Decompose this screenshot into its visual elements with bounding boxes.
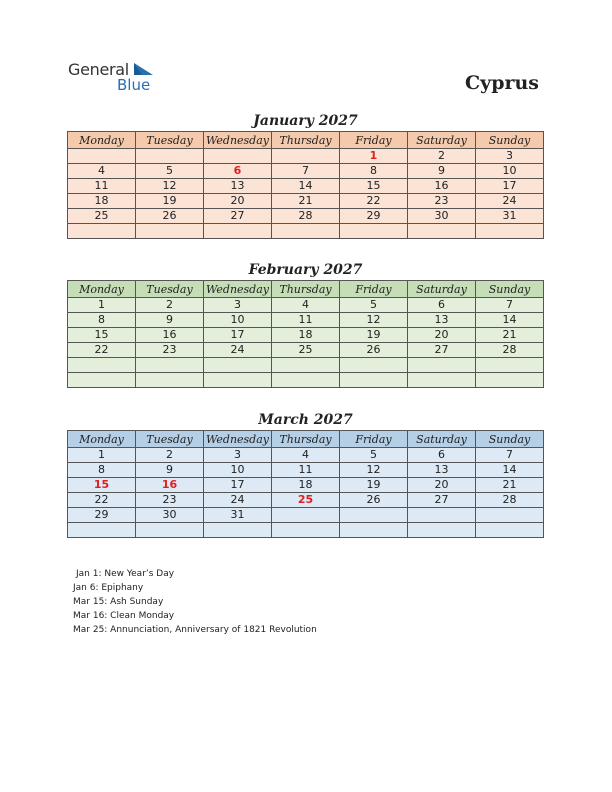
empty-day-cell <box>408 508 476 523</box>
weekday-header: Monday <box>68 132 136 149</box>
week-row <box>68 493 544 508</box>
day-cell: 22 <box>340 194 408 209</box>
holiday-note: Mar 25: Annunciation, Anniversary of 1821 Revolution <box>73 625 317 635</box>
empty-day-cell <box>340 523 408 538</box>
day-cell: 13 <box>204 179 272 194</box>
holiday-notes <box>73 567 317 637</box>
day-cell: 28 <box>476 493 544 508</box>
week-row <box>68 164 544 179</box>
week-row <box>68 224 544 239</box>
holiday-note: Mar 15: Ash Sunday <box>73 597 164 607</box>
weekday-header: Saturday <box>408 431 476 448</box>
day-cell: 12 <box>340 463 408 478</box>
day-cell: 25 <box>272 343 340 358</box>
week-row <box>68 179 544 194</box>
weekday-header: Wednesday <box>204 132 272 149</box>
day-cell: 30 <box>136 508 204 523</box>
day-cell: 20 <box>408 328 476 343</box>
week-row <box>68 343 544 358</box>
empty-day-cell <box>340 224 408 239</box>
day-cell: 3 <box>476 149 544 164</box>
day-cell: 22 <box>68 493 136 508</box>
empty-day-cell <box>408 224 476 239</box>
weekday-header: Tuesday <box>136 281 204 298</box>
day-cell: 1 <box>68 298 136 313</box>
empty-day-cell <box>340 358 408 373</box>
day-cell: 12 <box>340 313 408 328</box>
generalblue-logo <box>68 60 168 96</box>
empty-day-cell <box>68 523 136 538</box>
day-cell: 17 <box>204 328 272 343</box>
empty-day-cell <box>476 508 544 523</box>
week-row <box>68 149 544 164</box>
day-cell: 9 <box>408 164 476 179</box>
day-cell: 17 <box>204 478 272 493</box>
week-row <box>68 358 544 373</box>
day-cell: 23 <box>408 194 476 209</box>
day-cell: 8 <box>68 463 136 478</box>
empty-day-cell <box>136 373 204 388</box>
day-cell: 31 <box>476 209 544 224</box>
week-row <box>68 313 544 328</box>
day-cell: 10 <box>476 164 544 179</box>
week-row <box>68 478 544 493</box>
empty-day-cell <box>204 224 272 239</box>
day-cell: 16 <box>136 328 204 343</box>
day-cell: 20 <box>204 194 272 209</box>
month-march <box>67 411 544 538</box>
month-february <box>67 261 544 388</box>
day-cell: 5 <box>136 164 204 179</box>
empty-day-cell <box>136 224 204 239</box>
empty-day-cell <box>204 523 272 538</box>
day-cell: 11 <box>272 313 340 328</box>
calendar-grid <box>67 430 544 538</box>
empty-day-cell <box>340 373 408 388</box>
day-cell: 27 <box>408 343 476 358</box>
holiday-note: Jan 1: New Year’s Day <box>76 569 175 579</box>
week-row <box>68 298 544 313</box>
empty-day-cell <box>136 149 204 164</box>
empty-day-cell <box>68 149 136 164</box>
weekday-header: Saturday <box>408 132 476 149</box>
empty-day-cell <box>340 508 408 523</box>
weekday-header: Tuesday <box>136 132 204 149</box>
weekday-header: Monday <box>68 431 136 448</box>
calendar-grid <box>67 280 544 388</box>
day-cell: 24 <box>204 493 272 508</box>
day-cell: 2 <box>408 149 476 164</box>
weekday-header: Sunday <box>476 431 544 448</box>
day-cell: 14 <box>476 463 544 478</box>
empty-day-cell <box>476 523 544 538</box>
month-january <box>67 112 544 239</box>
empty-day-cell <box>272 224 340 239</box>
weekday-header-row <box>68 281 544 298</box>
week-row <box>68 194 544 209</box>
day-cell: 5 <box>340 298 408 313</box>
day-cell: 26 <box>340 493 408 508</box>
day-cell: 26 <box>340 343 408 358</box>
day-cell: 6 <box>408 298 476 313</box>
weekday-header: Wednesday <box>204 281 272 298</box>
weekday-header: Tuesday <box>136 431 204 448</box>
empty-day-cell <box>272 149 340 164</box>
day-cell: 2 <box>136 448 204 463</box>
empty-day-cell <box>68 358 136 373</box>
weekday-header: Wednesday <box>204 431 272 448</box>
empty-day-cell <box>272 373 340 388</box>
day-cell: 24 <box>204 343 272 358</box>
day-cell: 7 <box>476 448 544 463</box>
week-row <box>68 523 544 538</box>
logo-word-general: General <box>68 60 129 79</box>
day-cell: 15 <box>340 179 408 194</box>
empty-day-cell <box>408 523 476 538</box>
day-cell: 31 <box>204 508 272 523</box>
day-cell: 9 <box>136 463 204 478</box>
day-cell: 17 <box>476 179 544 194</box>
month-title: March 2027 <box>258 412 353 428</box>
holiday-day-cell: 1 <box>340 149 408 164</box>
empty-day-cell <box>204 358 272 373</box>
day-cell: 11 <box>272 463 340 478</box>
empty-day-cell <box>136 523 204 538</box>
weekday-header: Friday <box>340 281 408 298</box>
day-cell: 9 <box>136 313 204 328</box>
empty-day-cell <box>476 358 544 373</box>
day-cell: 27 <box>408 493 476 508</box>
day-cell: 29 <box>340 209 408 224</box>
day-cell: 28 <box>272 209 340 224</box>
empty-day-cell <box>204 373 272 388</box>
holiday-day-cell: 6 <box>204 164 272 179</box>
day-cell: 27 <box>204 209 272 224</box>
day-cell: 22 <box>68 343 136 358</box>
empty-day-cell <box>476 373 544 388</box>
weekday-header: Thursday <box>272 132 340 149</box>
weekday-header: Sunday <box>476 132 544 149</box>
day-cell: 29 <box>68 508 136 523</box>
day-cell: 15 <box>68 328 136 343</box>
logo-word-blue: Blue <box>117 76 151 94</box>
day-cell: 8 <box>340 164 408 179</box>
empty-day-cell <box>204 149 272 164</box>
holiday-note: Mar 16: Clean Monday <box>73 611 175 621</box>
day-cell: 21 <box>476 328 544 343</box>
week-row <box>68 463 544 478</box>
weekday-header: Thursday <box>272 281 340 298</box>
month-title: January 2027 <box>253 113 358 129</box>
day-cell: 19 <box>340 328 408 343</box>
empty-day-cell <box>476 224 544 239</box>
day-cell: 20 <box>408 478 476 493</box>
logo-flag-icon <box>134 63 154 77</box>
day-cell: 6 <box>408 448 476 463</box>
day-cell: 13 <box>408 313 476 328</box>
day-cell: 11 <box>68 179 136 194</box>
empty-day-cell <box>408 358 476 373</box>
day-cell: 30 <box>408 209 476 224</box>
empty-day-cell <box>272 358 340 373</box>
day-cell: 7 <box>272 164 340 179</box>
holiday-day-cell: 25 <box>272 493 340 508</box>
day-cell: 10 <box>204 313 272 328</box>
day-cell: 2 <box>136 298 204 313</box>
day-cell: 8 <box>68 313 136 328</box>
day-cell: 19 <box>136 194 204 209</box>
day-cell: 12 <box>136 179 204 194</box>
day-cell: 13 <box>408 463 476 478</box>
day-cell: 21 <box>272 194 340 209</box>
day-cell: 14 <box>272 179 340 194</box>
calendar-grid <box>67 131 544 239</box>
day-cell: 1 <box>68 448 136 463</box>
day-cell: 14 <box>476 313 544 328</box>
weekday-header-row <box>68 431 544 448</box>
day-cell: 3 <box>204 448 272 463</box>
weekday-header: Saturday <box>408 281 476 298</box>
week-row <box>68 209 544 224</box>
week-row <box>68 448 544 463</box>
holiday-day-cell: 16 <box>136 478 204 493</box>
day-cell: 3 <box>204 298 272 313</box>
week-row <box>68 373 544 388</box>
month-title: February 2027 <box>248 262 363 278</box>
weekday-header: Friday <box>340 431 408 448</box>
holiday-note: Jan 6: Epiphany <box>73 583 144 593</box>
week-row <box>68 328 544 343</box>
empty-day-cell <box>68 224 136 239</box>
day-cell: 16 <box>408 179 476 194</box>
day-cell: 26 <box>136 209 204 224</box>
day-cell: 23 <box>136 343 204 358</box>
day-cell: 4 <box>272 448 340 463</box>
day-cell: 18 <box>68 194 136 209</box>
empty-day-cell <box>136 358 204 373</box>
day-cell: 25 <box>68 209 136 224</box>
weekday-header: Monday <box>68 281 136 298</box>
day-cell: 19 <box>340 478 408 493</box>
empty-day-cell <box>272 508 340 523</box>
day-cell: 23 <box>136 493 204 508</box>
day-cell: 18 <box>272 328 340 343</box>
country-title: Cyprus <box>465 72 539 94</box>
day-cell: 18 <box>272 478 340 493</box>
holiday-day-cell: 15 <box>68 478 136 493</box>
weekday-header: Friday <box>340 132 408 149</box>
day-cell: 5 <box>340 448 408 463</box>
empty-day-cell <box>272 523 340 538</box>
weekday-header: Sunday <box>476 281 544 298</box>
day-cell: 7 <box>476 298 544 313</box>
empty-day-cell <box>408 373 476 388</box>
day-cell: 4 <box>68 164 136 179</box>
day-cell: 4 <box>272 298 340 313</box>
weekday-header-row <box>68 132 544 149</box>
weekday-header: Thursday <box>272 431 340 448</box>
day-cell: 10 <box>204 463 272 478</box>
day-cell: 24 <box>476 194 544 209</box>
empty-day-cell <box>68 373 136 388</box>
day-cell: 21 <box>476 478 544 493</box>
day-cell: 28 <box>476 343 544 358</box>
week-row <box>68 508 544 523</box>
